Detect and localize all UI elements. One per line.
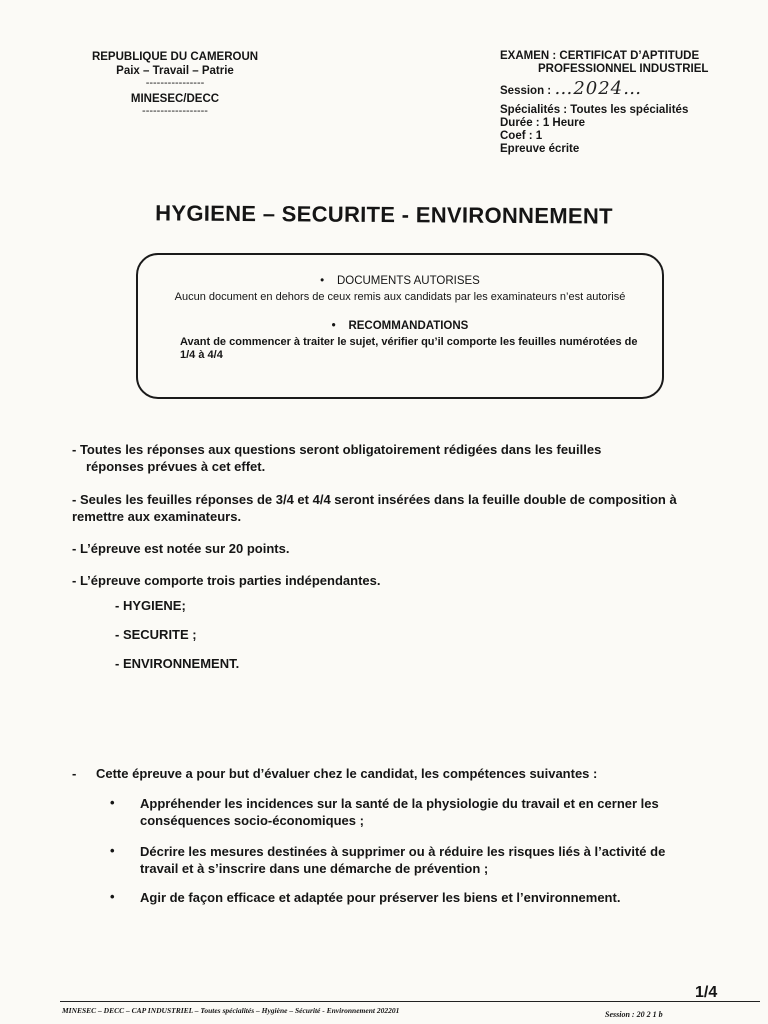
instruction-paragraph: - L’épreuve comporte trois parties indépendantes. bbox=[72, 573, 381, 588]
dash-marker: - bbox=[72, 766, 77, 781]
footer-divider bbox=[60, 1001, 760, 1002]
recommandations-text: Avant de commencer à traiter le sujet, vérifier qu’il comporte les feuilles numérotées de 1/4 à 4/4 bbox=[180, 336, 638, 361]
page-number: 1/4 bbox=[695, 984, 718, 1001]
recommandations-heading: • RECOMMANDATIONS bbox=[331, 320, 469, 332]
competences-intro: - Cette épreuve a pour but d’évaluer chez le candidat, les compétences suivantes : bbox=[72, 766, 598, 781]
exam-title-line1: EXAMEN : CERTIFICAT D’APTITUDE bbox=[500, 50, 700, 62]
footer-text: MINESEC – DECC – CAP INDUSTRIEL – Toutes spécialités – Hygiène – Sécurité - Environnement 202201 bbox=[62, 1006, 400, 1015]
competence-item: • Décrire les mesures destinées à supprimer ou à réduire les risques liés à l’activité de travail et à s’inscrire dans une démarche de prévention ; bbox=[110, 843, 666, 876]
part-item: - SECURITE ; bbox=[115, 627, 197, 642]
part-item: - HYGIENE; bbox=[115, 598, 186, 613]
specialites-line: Spécialités : Toutes les spécialités bbox=[500, 104, 689, 116]
header-left-block bbox=[70, 50, 280, 116]
competence-item: • Appréhender les incidences sur la santé de la physiologie du travail et en cerner les conséquences socio-économiques ; bbox=[110, 795, 659, 828]
instruction-paragraph: - L’épreuve est notée sur 20 points. bbox=[72, 541, 290, 556]
ministry-name: MINESEC/DECC bbox=[130, 93, 220, 105]
separator-dashes: ---------------- bbox=[145, 77, 205, 89]
session-value: …2024… bbox=[554, 78, 643, 99]
header-right-block bbox=[500, 50, 750, 156]
country-name: REPUBLIQUE DU CAMEROUN bbox=[91, 51, 259, 63]
exam-title-line2: PROFESSIONNEL INDUSTRIEL bbox=[538, 63, 709, 75]
session-label: Session : bbox=[500, 85, 555, 97]
instruction-paragraph: - Toutes les réponses aux questions seront obligatoirement rédigées dans les feuilles réponses prévues à cet effet. bbox=[72, 442, 602, 474]
bullet-icon: • bbox=[110, 795, 115, 810]
country-motto: Paix – Travail – Patrie bbox=[116, 65, 234, 77]
session-row bbox=[500, 78, 750, 99]
document-title: HYGIENE – SECURITE - ENVIRONNEMENT bbox=[155, 200, 613, 229]
bullet-icon: • bbox=[331, 320, 336, 332]
epreuve-line: Epreuve écrite bbox=[500, 143, 580, 155]
separator-dashes: ------------------ bbox=[142, 105, 208, 117]
duree-line: Durée : 1 Heure bbox=[500, 117, 586, 129]
coef-line: Coef : 1 bbox=[500, 130, 543, 142]
footer-session: Session : 20 2 1 b bbox=[605, 1010, 663, 1019]
documents-heading: • DOCUMENTS AUTORISES bbox=[320, 275, 480, 287]
instructions-box bbox=[136, 253, 664, 399]
bullet-icon: • bbox=[320, 275, 325, 287]
bullet-icon: • bbox=[110, 889, 115, 904]
competence-item: • Agir de façon efficace et adaptée pour préserver les biens et l’environnement. bbox=[110, 889, 621, 905]
part-item: - ENVIRONNEMENT. bbox=[115, 656, 240, 671]
documents-text: Aucun document en dehors de ceux remis aux candidats par les examinateurs n’est autorisé bbox=[174, 291, 626, 303]
instruction-paragraph: - Seules les feuilles réponses de 3/4 et 4/4 seront insérées dans la feuille double de composition à remettre aux examinateurs. bbox=[72, 492, 677, 524]
bullet-icon: • bbox=[110, 843, 115, 858]
